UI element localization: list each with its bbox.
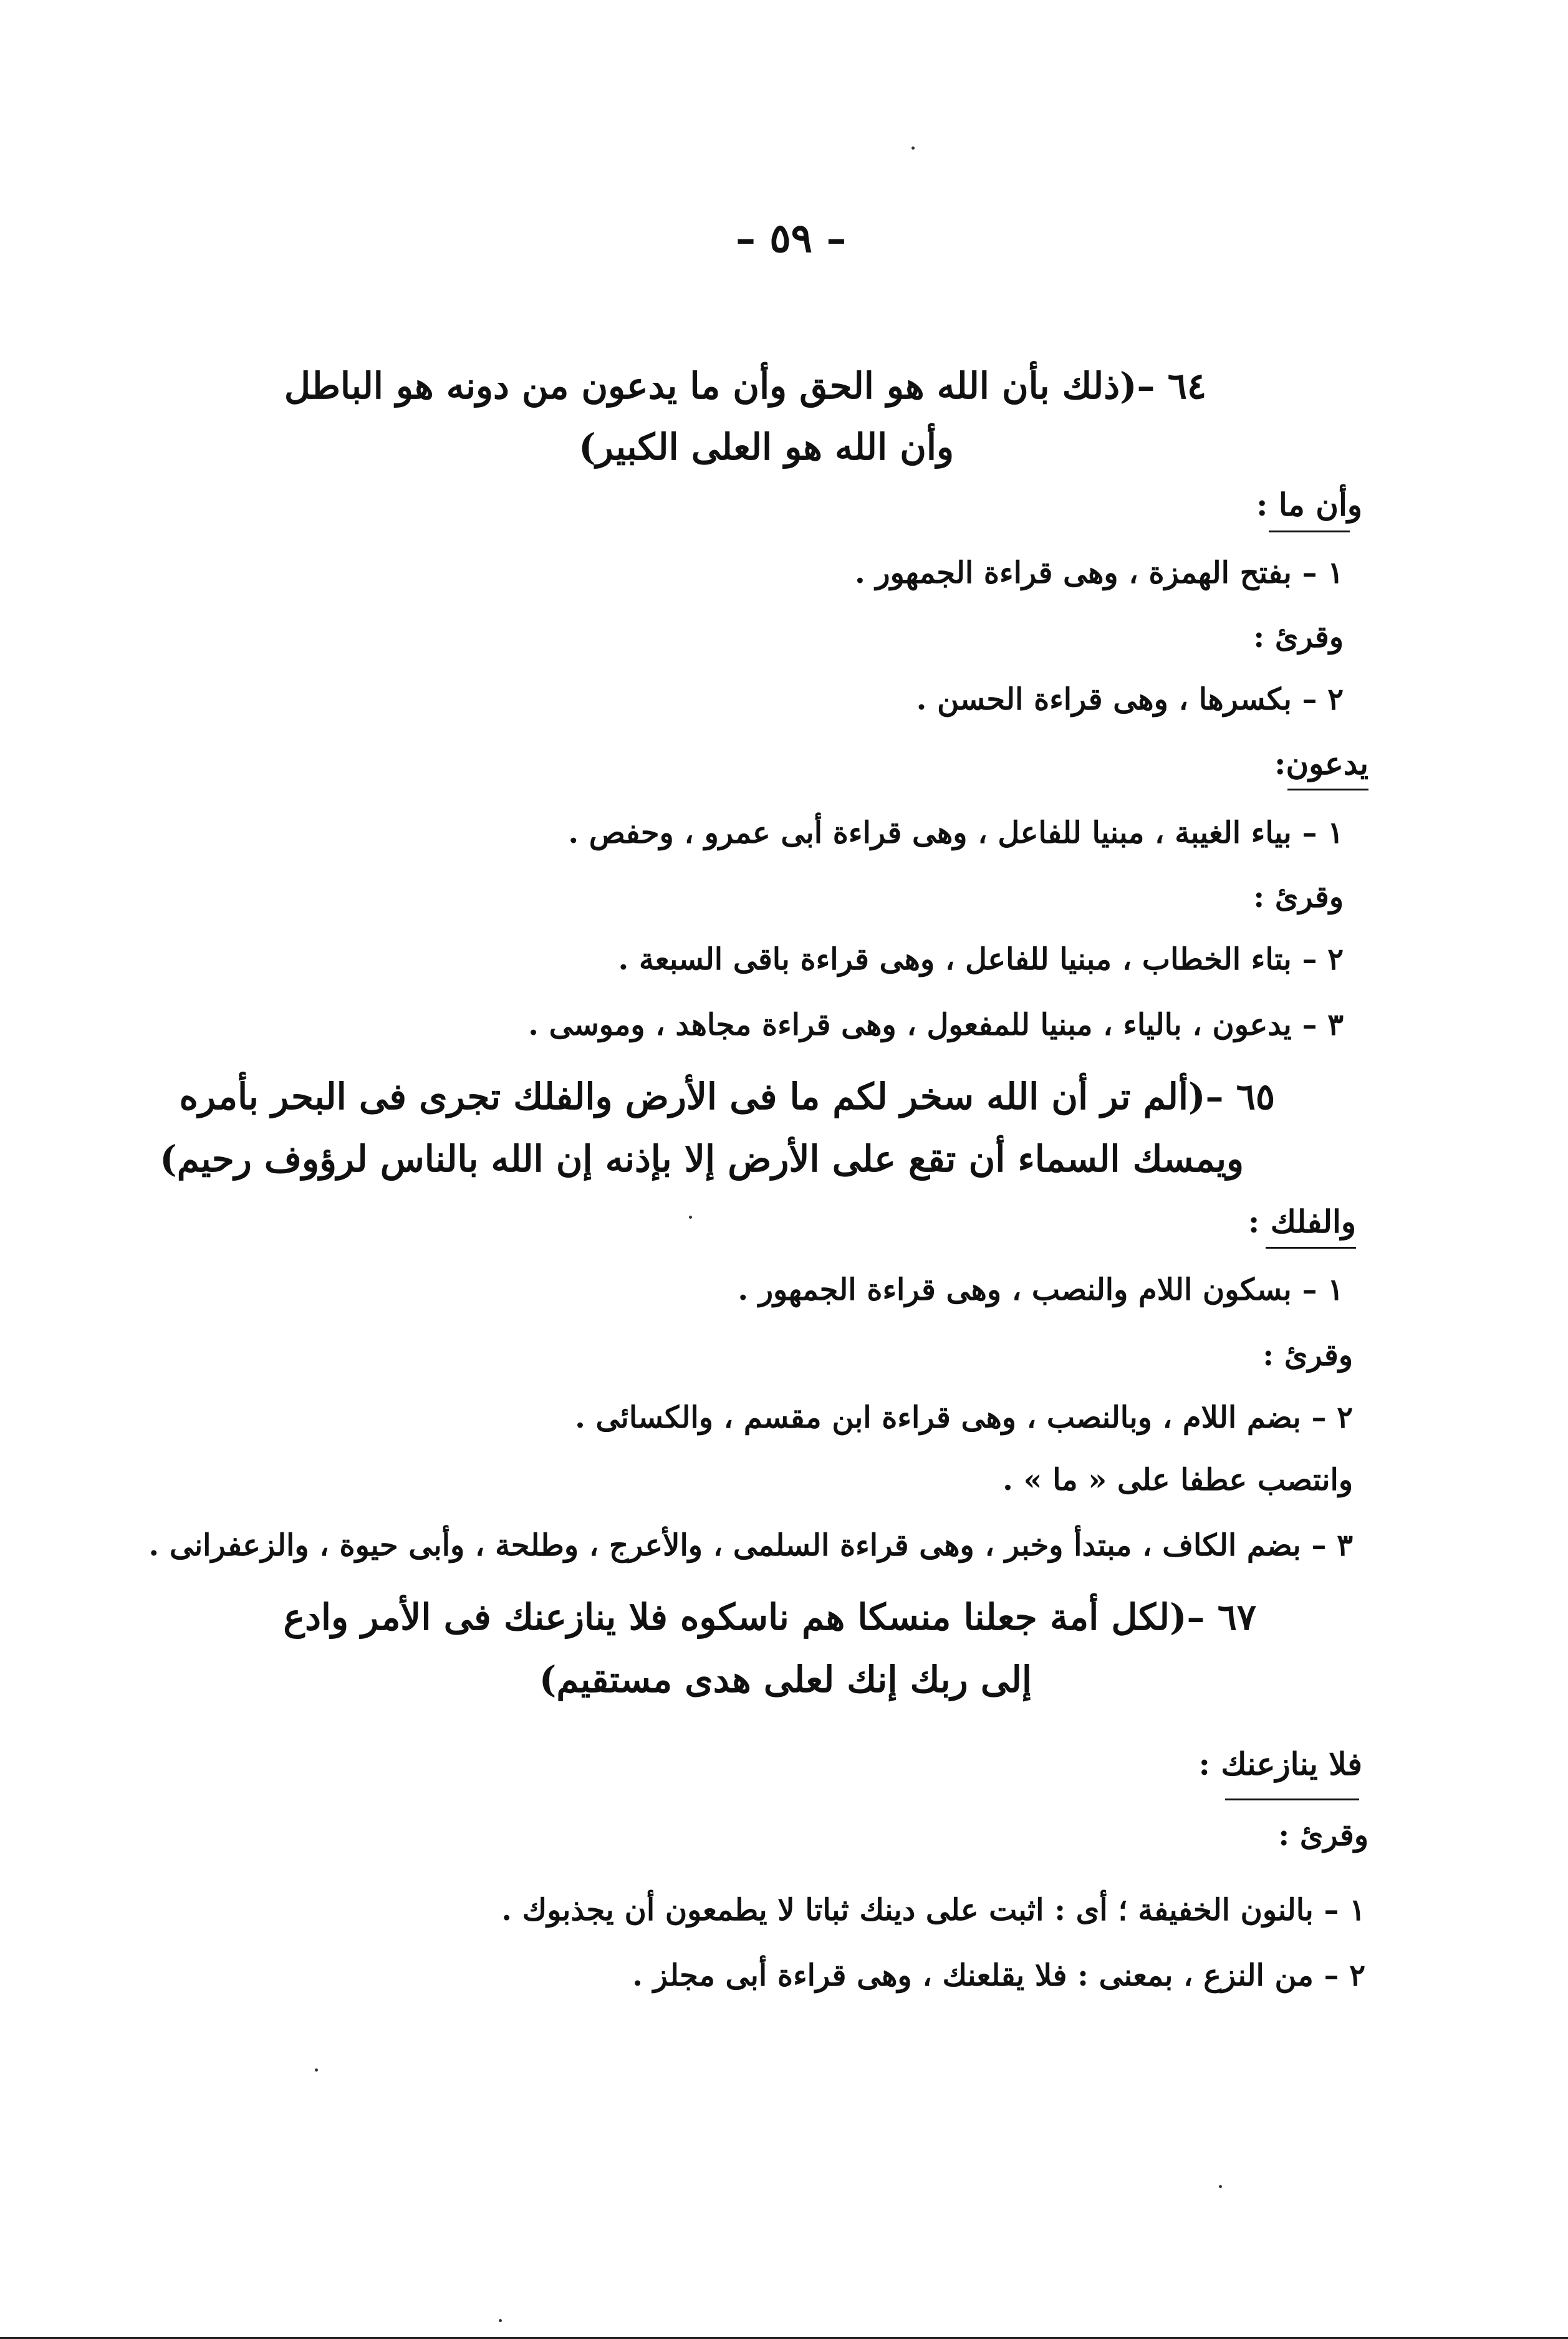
heading-underline	[1225, 1799, 1359, 1800]
verse-65-line-2: ويمسك السماء أن تقع على الأرض إلا بإذنه إن الله بالناس لرؤوف رحيم)	[160, 1138, 1244, 1180]
verse-65-line-1: ٦٥ –(ألم تر أن الله سخر لكم ما فى الأرض والفلك تجرى فى البحر بأمره	[179, 1075, 1275, 1118]
scan-speck	[911, 146, 915, 150]
reading-line: ١ – بسكون اللام والنصب ، وهى قراءة الجمهور .	[738, 1272, 1344, 1307]
reading-line: ١ – بالنون الخفيفة ؛ أى : اثبت على دينك ثباتا لا يطمعون أن يجذبوك .	[501, 1893, 1365, 1928]
heading-underline	[1287, 789, 1368, 790]
reading-line: ٣ – بضم الكاف ، مبتدأ وخبر ، وهى قراءة السلمى ، والأعرج ، وطلحة ، وأبى حيوة ، والزعفرانى .	[148, 1528, 1353, 1563]
heading-fala-yunaziannak: فلا ينازعنك :	[1198, 1746, 1362, 1782]
scan-speck	[1219, 2185, 1222, 2188]
reading-line: ٢ – بتاء الخطاب ، مبنيا للفاعل ، وهى قراءة باقى السبعة .	[618, 942, 1344, 977]
verse-67-line-2: إلى ربك إنك لعلى هدى مستقيم)	[539, 1658, 1032, 1701]
verse-64-line-1: ٦٤ –(ذلك بأن الله هو الحق وأن ما يدعون من دونه هو الباطل	[284, 365, 1206, 407]
qurie-label: وقرئ :	[1278, 1818, 1368, 1853]
qurie-label: وقرئ :	[1263, 1338, 1353, 1373]
qurie-label: وقرئ :	[1253, 620, 1344, 655]
heading-wa-anna-ma: وأن ما :	[1256, 486, 1362, 523]
reading-line: ٣ – يدعون ، بالياء ، مبنيا للمفعول ، وهى قراءة مجاهد ، وموسى .	[528, 1007, 1344, 1042]
heading-walfulk: والفلك :	[1248, 1203, 1356, 1240]
scan-speck	[315, 2068, 318, 2072]
scan-speck	[499, 2319, 502, 2322]
verse-64-line-2: وأن الله هو العلى الكبير)	[579, 426, 954, 468]
scan-speck	[689, 1216, 692, 1219]
heading-underline	[1269, 531, 1350, 532]
reading-line: ١ – بياء الغيبة ، مبنيا للفاعل ، وهى قراءة أبى عمرو ، وحفص .	[568, 815, 1344, 850]
reading-line: ٢ – من النزع ، بمعنى : فلا يقلعنك ، وهى قراءة أبى مجلز .	[632, 1958, 1365, 1993]
page-number: – ٥٩ –	[736, 215, 847, 262]
reading-note: وانتصب عطفا على « ما » .	[1003, 1462, 1353, 1497]
reading-line: ٢ – بكسرها ، وهى قراءة الحسن .	[916, 682, 1344, 717]
verse-67-line-1: ٦٧ –(لكل أمة جعلنا منسكا هم ناسكوه فلا ينازعنك فى الأمر وادع	[283, 1596, 1256, 1638]
reading-line: ١ – بفتح الهمزة ، وهى قراءة الجمهور .	[854, 555, 1344, 590]
reading-line: ٢ – بضم اللام ، وبالنصب ، وهى قراءة ابن مقسم ، والكسائى .	[575, 1400, 1353, 1435]
heading-yadoon: يدعون:	[1274, 745, 1368, 782]
heading-underline	[1266, 1247, 1356, 1249]
qurie-label: وقرئ :	[1253, 880, 1344, 915]
